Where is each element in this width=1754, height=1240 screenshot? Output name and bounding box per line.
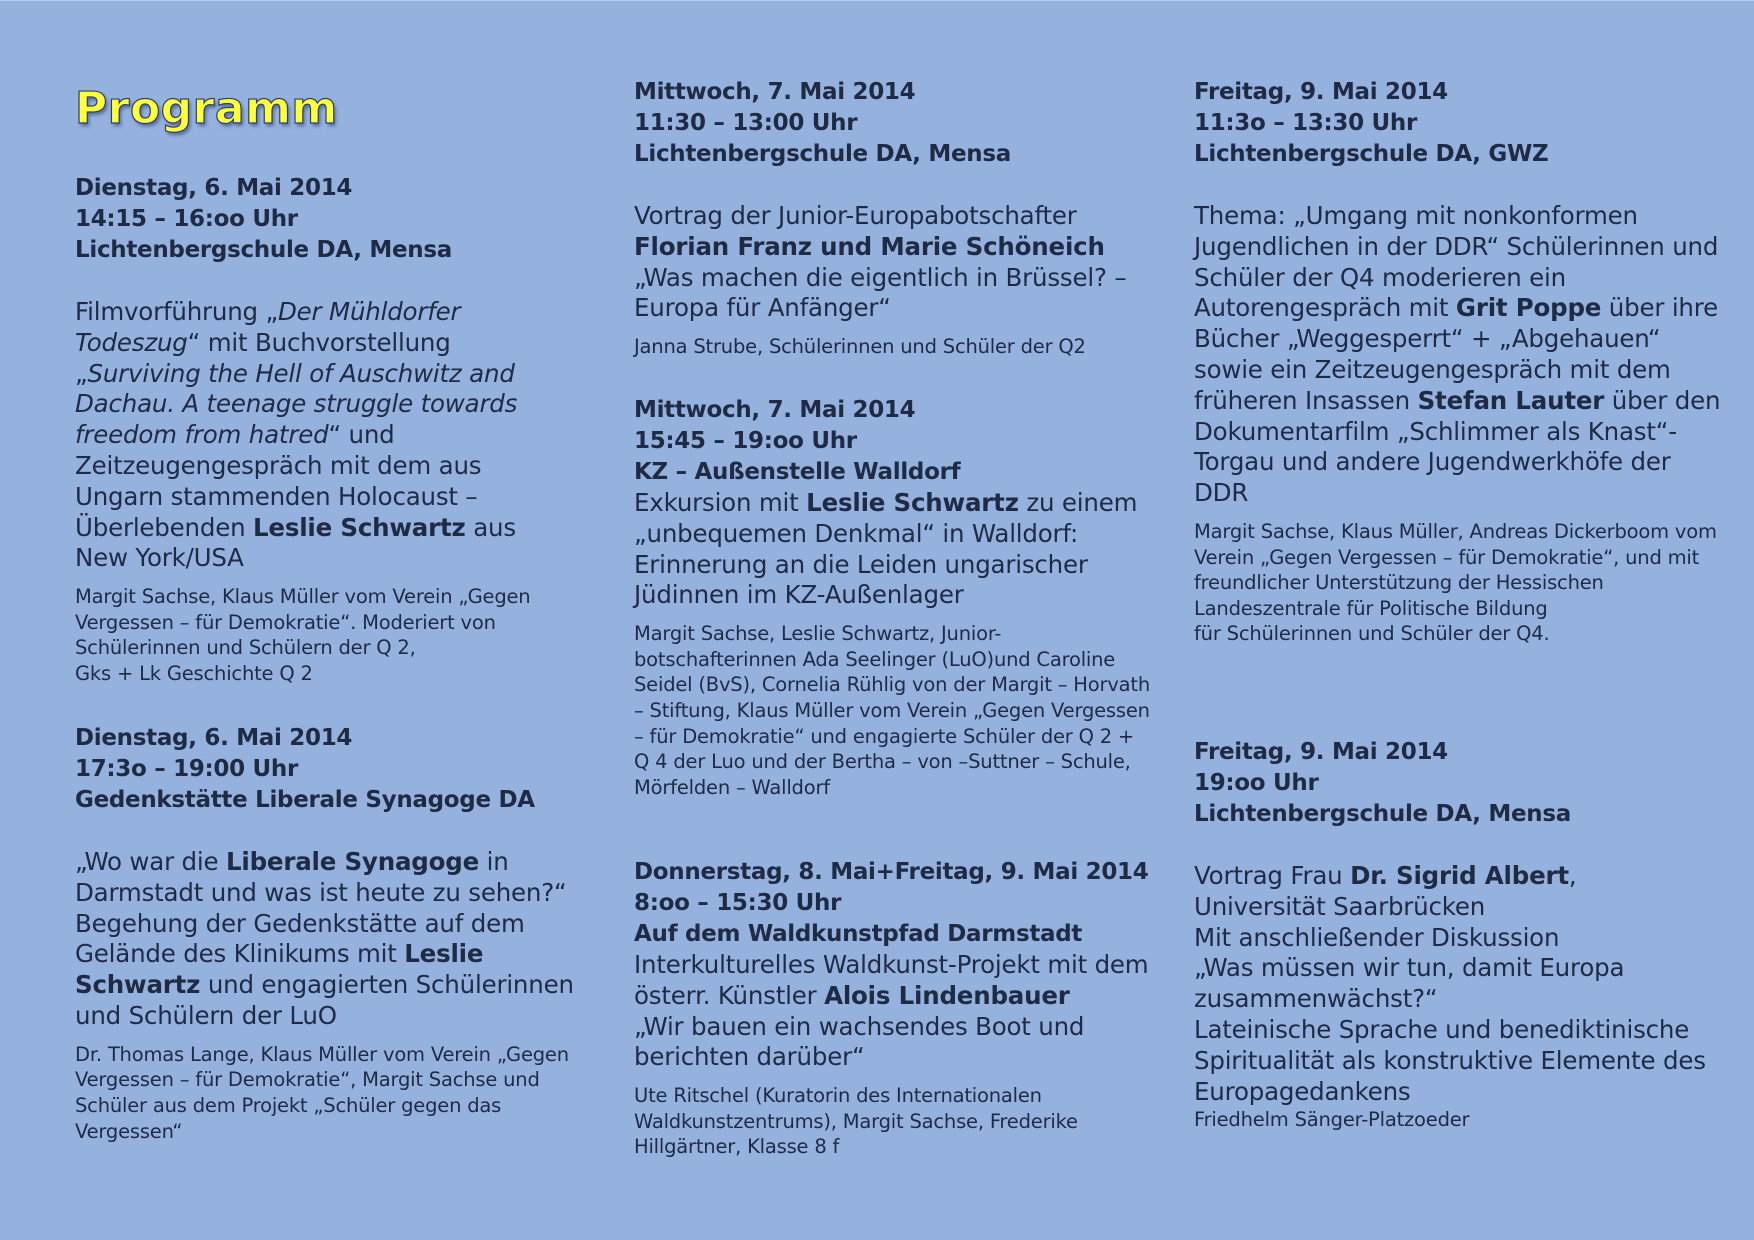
event-location: Lichtenbergschule DA, GWZ — [1194, 141, 1549, 167]
event-day: Dienstag, 6. Mai 2014 — [75, 175, 353, 201]
event-description: „Wo war die Liberale Synagoge in Darmstadt und was ist heute zu sehen?“ Begehung der Gedenkstätte auf dem Gelände des Klinikums mit Leslie Schwartz und engagierten Schülerinnen und Schülern der LuO — [75, 847, 574, 1030]
event-description: Vortrag Frau Dr. Sigrid Albert, Universität Saarbrücken Mit anschließender Diskussion „Was müssen wir tun, damit Europa zusammenwächst?“ Lateinische Sprache und benediktinische Spiritualität als konstruktive Elemente des Europagedankens — [1194, 861, 1706, 1106]
event-day: Mittwoch, 7. Mai 2014 — [634, 79, 916, 105]
event-location: Lichtenbergschule DA, Mensa — [634, 141, 1011, 167]
event-time: 15:45 – 19:oo Uhr — [634, 428, 857, 454]
event-location: Lichtenbergschule DA, Mensa — [75, 237, 452, 263]
event-4 — [634, 395, 1154, 800]
event-6 — [1194, 77, 1724, 647]
event-location: Gedenkstätte Liberale Synagoge DA — [75, 787, 535, 813]
event-5 — [634, 857, 1154, 1160]
event-organizers-extra: für Schülerinnen und Schüler der Q4. — [1194, 622, 1550, 646]
event-7 — [1194, 737, 1724, 1133]
event-organizers: Margit Sachse, Klaus Müller vom Verein „Gegen Vergessen – für Demokratie“. Moderiert von Schülerinnen und Schülern der Q 2, — [75, 585, 531, 660]
event-organizers: Friedhelm Sänger-Platzoeder — [1194, 1108, 1470, 1132]
event-organizers: Margit Sachse, Leslie Schwartz, Junior-botschafterinnen Ada Seelinger (LuO)und Caroline Seidel (BvS), Cornelia Rühlig von der Margit – Horvath – Stiftung, Klaus Müller vom Verein „Gegen Vergessen – für Demokratie“ und engagierte Schüler der Q 2 + Q 4 der Luo und der Bertha – von –Suttner – Schule, Mörfelden – Walldorf — [634, 622, 1151, 799]
event-location: KZ – Außenstelle Walldorf — [634, 459, 961, 485]
event-organizers: Dr. Thomas Lange, Klaus Müller vom Verein „Gegen Vergessen – für Demokratie“, Margit Sachse und Schüler aus dem Projekt „Schüler gegen das Vergessen“ — [75, 1042, 569, 1143]
event-organizers: Ute Ritschel (Kuratorin des Internationalen Waldkunstzentrums), Margit Sachse, Frederike Hillgärtner, Klasse 8 f — [634, 1084, 1078, 1159]
event-time: 11:30 – 13:00 Uhr — [634, 110, 858, 136]
event-time: 14:15 – 16:oo Uhr — [75, 206, 298, 232]
event-day: Dienstag, 6. Mai 2014 — [75, 725, 353, 751]
event-time: 19:oo Uhr — [1194, 770, 1319, 796]
event-location: Auf dem Waldkunstpfad Darmstadt — [634, 921, 1083, 947]
event-description: Thema: „Umgang mit nonkonformen Jugendlichen in der DDR“ Schülerinnen und Schüler der Q4 moderieren ein Autorengespräch mit Grit Poppe über ihre Bücher „Weggesperrt“ + „Abgehauen“ sowie ein Zeitzeugengespräch mit dem früheren Insassen Stefan Lauter über den Dokumentarfilm „Schlimmer als Knast“- Torgau und andere Jugendwerkhöfe der DDR — [1194, 201, 1721, 508]
event-3 — [634, 77, 1154, 360]
event-organizers: Margit Sachse, Klaus Müller, Andreas Dickerboom vom Verein „Gegen Vergessen – für Demokratie“, und mit freundlicher Unterstützung der Hessischen Landeszentrale für Politische Bildung — [1194, 519, 1717, 620]
event-day: Mittwoch, 7. Mai 2014 — [634, 397, 916, 423]
page-title: Programm — [75, 83, 338, 134]
event-location: Lichtenbergschule DA, Mensa — [1194, 801, 1571, 827]
event-organizers: Janna Strube, Schülerinnen und Schüler der Q2 — [634, 335, 1086, 359]
event-description: Exkursion mit Leslie Schwartz zu einem „unbequemen Denkmal“ in Walldorf: Erinnerung an die Leiden ungarischer Jüdinnen im KZ-Außenlager — [634, 488, 1138, 610]
event-time: 8:oo – 15:30 Uhr — [634, 890, 842, 916]
event-day: Donnerstag, 8. Mai+Freitag, 9. Mai 2014 — [634, 859, 1149, 885]
event-organizers-extra: Gks + Lk Geschichte Q 2 — [75, 661, 313, 685]
event-2 — [75, 723, 575, 1144]
event-description: Interkulturelles Waldkunst-Projekt mit dem österr. Künstler Alois Lindenbauer „Wir bauen ein wachsendes Boot und berichten darüber“ — [634, 950, 1149, 1072]
event-time: 17:3o – 19:00 Uhr — [75, 756, 299, 782]
event-1 — [75, 173, 575, 687]
event-day: Freitag, 9. Mai 2014 — [1194, 739, 1448, 765]
event-time: 11:3o – 13:30 Uhr — [1194, 110, 1418, 136]
event-description: Filmvorführung „Der Mühldorfer Todeszug“ mit Buchvorstellung „Surviving the Hell of Auschwitz and Dachau. A teenage struggle towards freedom from hatred“ und Zeitzeugengespräch mit dem aus Ungarn stammenden Holocaust – Überlebenden Leslie Schwartz aus New York/USA — [75, 297, 518, 573]
event-day: Freitag, 9. Mai 2014 — [1194, 79, 1448, 105]
event-description: Vortrag der Junior-Europabotschafter Florian Franz und Marie Schöneich „Was machen die eigentlich in Brüssel? – Europa für Anfänger“ — [634, 201, 1127, 323]
